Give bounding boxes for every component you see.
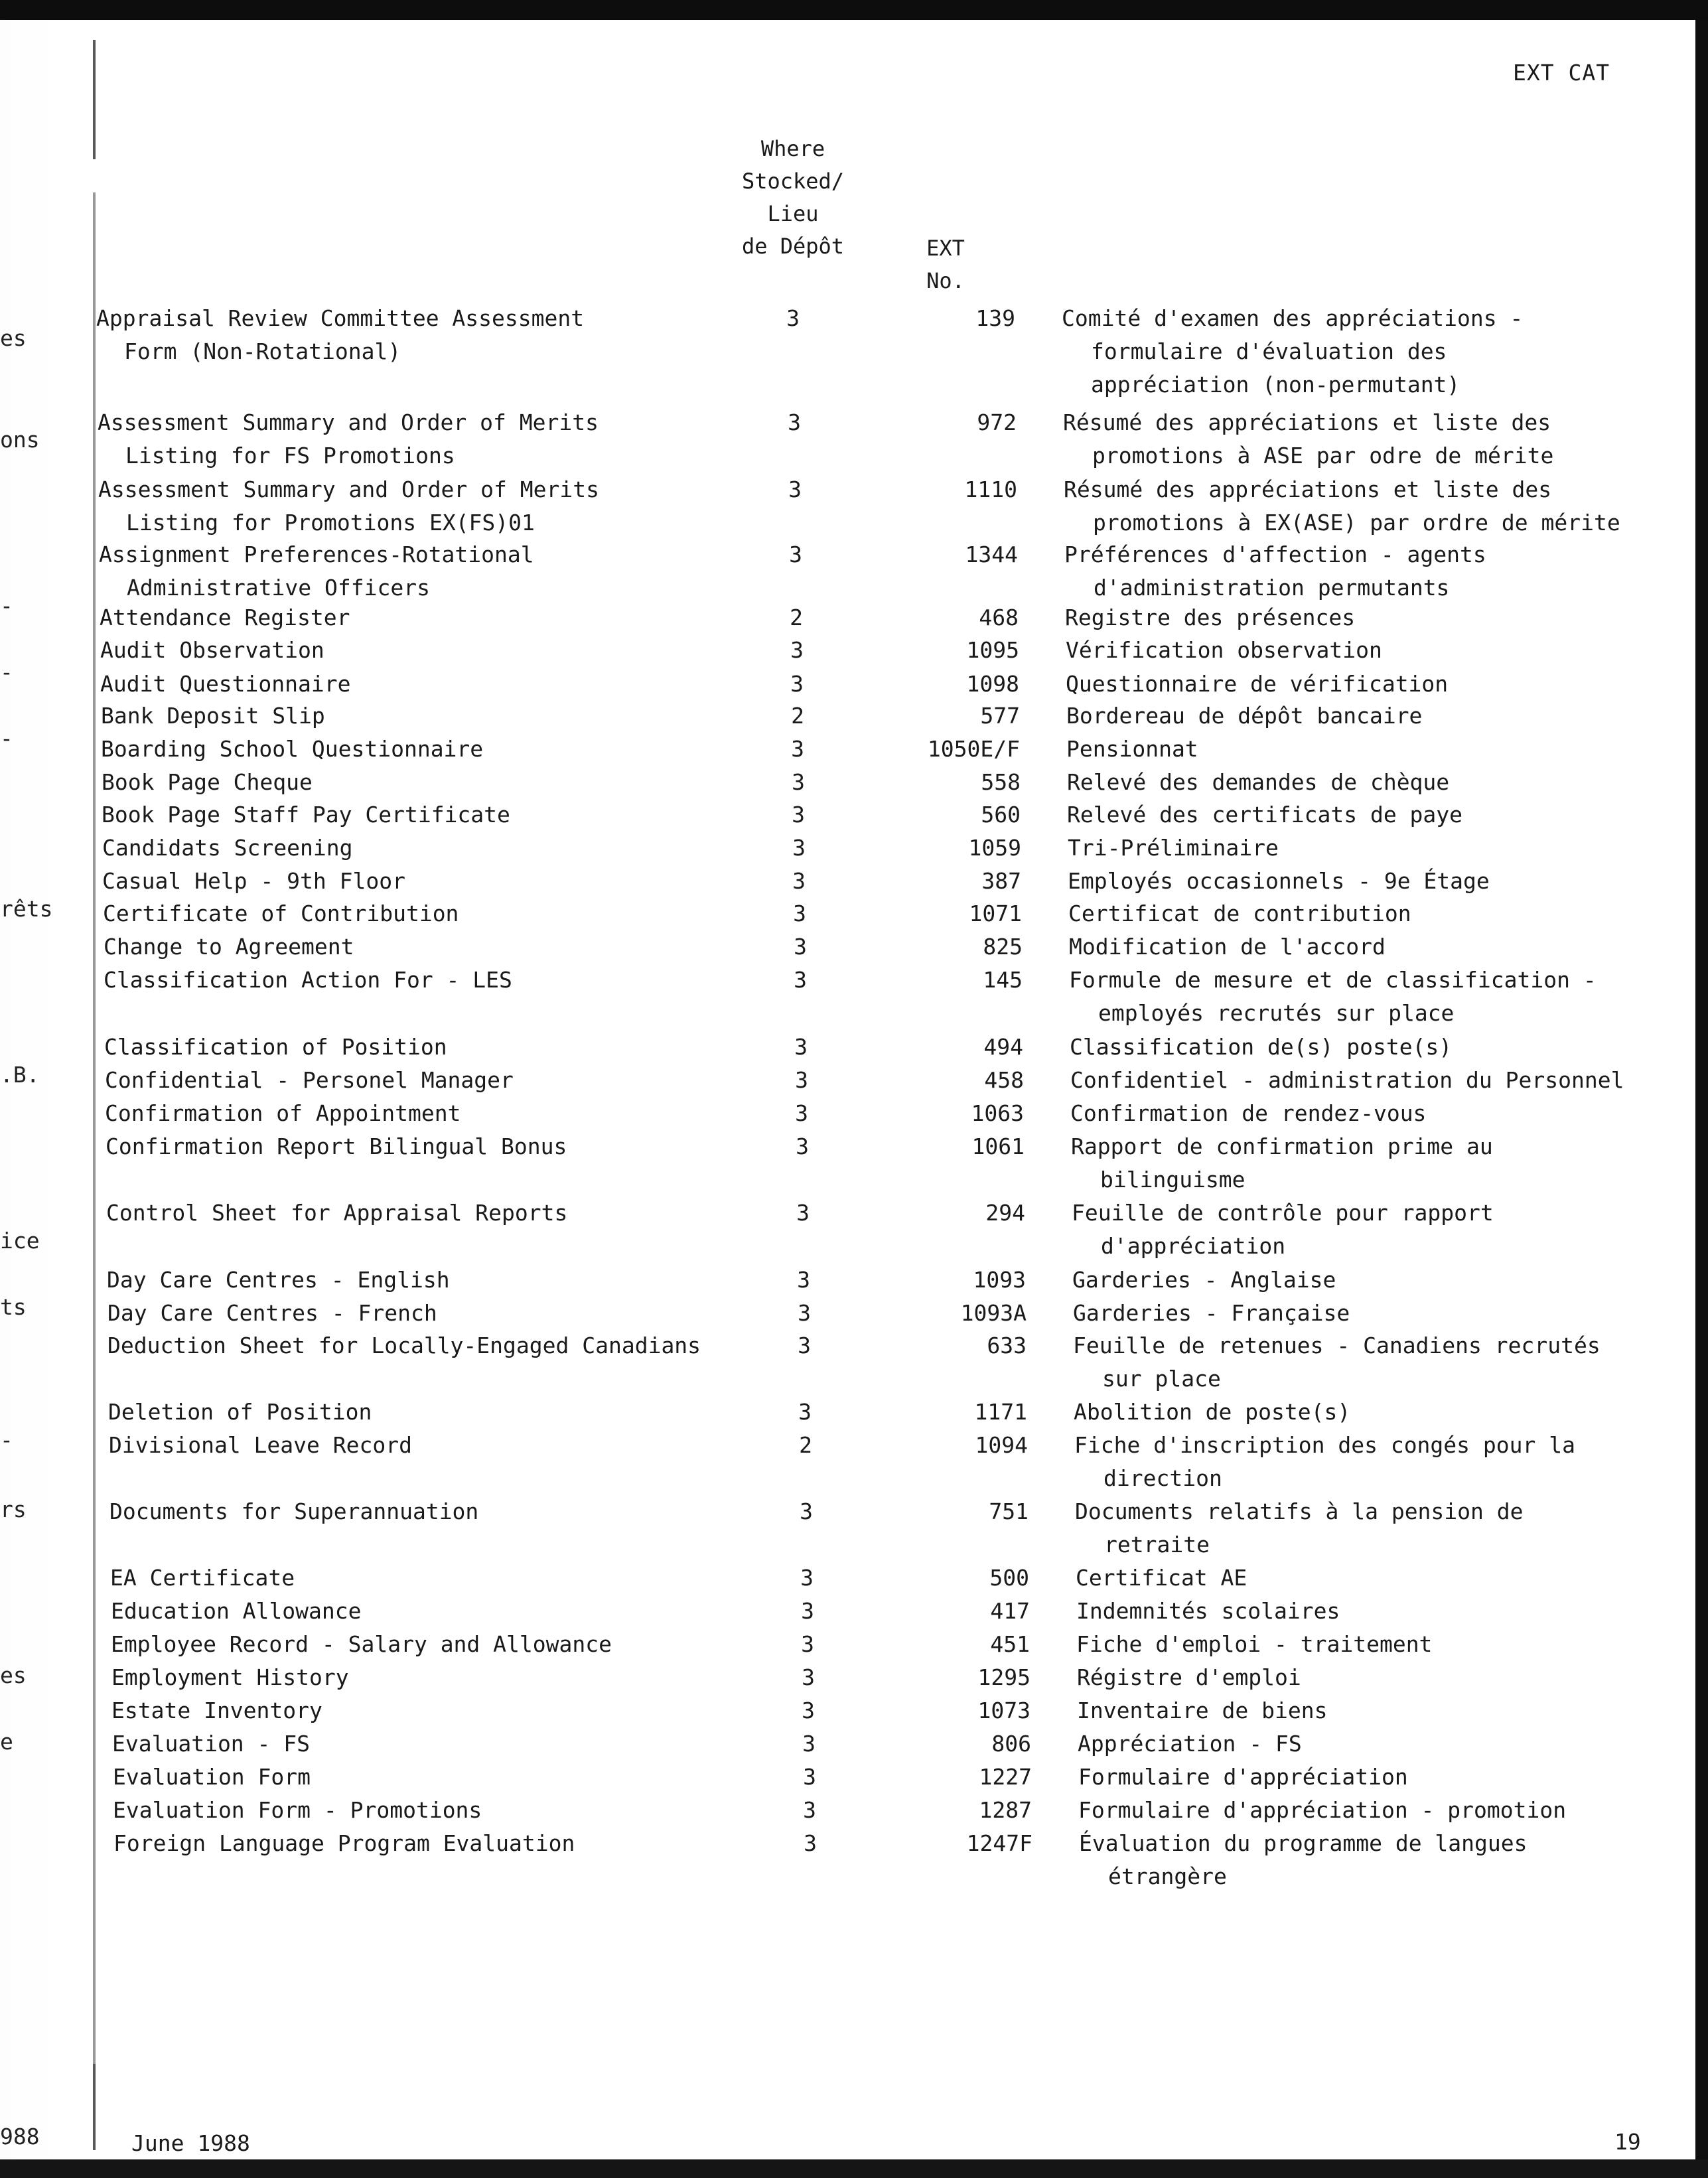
form-name-french: Appréciation - FS — [1078, 1731, 1302, 1757]
form-name-english: EA Certificate — [110, 1565, 295, 1591]
ext-number: 1247F — [966, 1830, 1032, 1856]
ext-number: 751 — [989, 1498, 1029, 1524]
form-name-french: promotions à EX(ASE) par ordre de mérite — [1093, 510, 1620, 536]
margin-fragment: rs — [0, 1496, 27, 1522]
form-name-english: Assessment Summary and Order of Merits — [98, 476, 599, 502]
where-stocked-value: 3 — [790, 637, 804, 663]
form-name-english: Form (Non-Rotational) — [124, 338, 401, 364]
header-line: Stocked/ — [741, 169, 845, 194]
form-name-french: Formulaire d'appréciation - promotion — [1078, 1797, 1567, 1823]
form-name-english: Book Page Cheque — [102, 769, 313, 795]
form-name-english: Documents for Superannuation — [109, 1498, 479, 1524]
form-name-french: Certificat de contribution — [1068, 901, 1411, 926]
ext-number: 577 — [980, 703, 1020, 729]
form-name-english: Day Care Centres - English — [107, 1267, 450, 1293]
form-name-french: Formule de mesure et de classification - — [1069, 967, 1597, 993]
where-stocked-value: 3 — [798, 1399, 812, 1425]
form-name-english: Divisional Leave Record — [109, 1432, 412, 1458]
form-name-french: Feuille de retenues - Canadiens recrutés — [1073, 1333, 1601, 1358]
form-name-french: Relevé des demandes de chèque — [1067, 769, 1450, 795]
form-name-english: Audit Questionnaire — [100, 671, 351, 697]
page-number: 19 — [1614, 2129, 1641, 2155]
margin-fragment: - — [0, 593, 13, 618]
margin-fragment: ice — [0, 1228, 40, 1254]
footer-date: June 1988 — [131, 2130, 250, 2156]
where-stocked-value: 3 — [800, 1498, 813, 1524]
where-stocked-value: 3 — [794, 1034, 808, 1060]
ext-number: 451 — [990, 1631, 1030, 1657]
form-name-french: Employés occasionnels - 9e Étage — [1068, 868, 1490, 894]
margin-fragment: - — [0, 725, 13, 751]
margin-fragment: - — [0, 659, 13, 685]
form-name-english: Assessment Summary and Order of Merits — [98, 409, 599, 435]
ext-number: 1098 — [966, 671, 1019, 697]
where-stocked-value: 3 — [795, 1100, 808, 1126]
where-stocked-value: 3 — [801, 1598, 814, 1624]
ext-number: 825 — [983, 934, 1023, 960]
form-name-french: d'appréciation — [1101, 1233, 1286, 1259]
margin-fragment: - — [0, 1427, 13, 1453]
ext-number: 1287 — [979, 1797, 1032, 1823]
where-stocked-value: 3 — [794, 967, 807, 993]
form-name-french: Formulaire d'appréciation — [1078, 1764, 1408, 1790]
form-name-english: Confidential - Personel Manager — [105, 1067, 514, 1093]
form-name-english: Administrative Officers — [127, 575, 430, 601]
margin-fragment: .B. — [0, 1062, 40, 1088]
form-name-english: Evaluation Form — [113, 1764, 311, 1790]
ext-number: 1344 — [965, 542, 1018, 567]
form-name-french: Régistre d'emploi — [1077, 1664, 1301, 1690]
form-name-french: Bordereau de dépôt bancaire — [1066, 703, 1423, 729]
where-stocked-value: 3 — [794, 934, 807, 960]
ext-number: 1073 — [977, 1698, 1031, 1723]
form-name-french: Résumé des appréciations et liste des — [1064, 476, 1552, 502]
where-stocked-value: 3 — [803, 1764, 816, 1790]
page-code: EXT CAT — [1513, 60, 1610, 86]
ext-number: 1295 — [977, 1664, 1031, 1690]
form-name-english: Confirmation of Appointment — [105, 1100, 461, 1126]
where-stocked-value: 3 — [802, 1731, 816, 1757]
ext-number: 387 — [981, 868, 1021, 894]
form-name-french: Confidentiel - administration du Personnel — [1070, 1067, 1624, 1093]
where-stocked-value: 3 — [792, 868, 806, 894]
margin-fragment: ts — [0, 1294, 27, 1320]
form-name-english: Bank Deposit Slip — [101, 703, 325, 729]
header-line: Where — [760, 136, 825, 161]
form-name-english: Appraisal Review Committee Assessment — [96, 305, 585, 331]
form-name-french: Rapport de confirmation prime au — [1071, 1133, 1493, 1159]
form-name-french: Tri-Préliminaire — [1068, 835, 1279, 861]
form-name-french: d'administration permutants — [1094, 575, 1450, 601]
form-name-english: Confirmation Report Bilingual Bonus — [106, 1133, 567, 1159]
form-name-french: Résumé des appréciations et liste des — [1063, 409, 1551, 435]
where-stocked-value: 3 — [804, 1830, 817, 1856]
form-name-french: retraite — [1104, 1532, 1210, 1558]
ext-number: 139 — [975, 305, 1015, 331]
form-name-french: Indemnités scolaires — [1076, 1598, 1340, 1624]
form-name-english: Estate Inventory — [111, 1698, 322, 1723]
ext-number: 558 — [981, 769, 1021, 795]
ext-number: 560 — [981, 802, 1021, 828]
where-stocked-value: 3 — [800, 1565, 814, 1591]
form-name-english: Employee Record - Salary and Allowance — [111, 1631, 612, 1657]
where-stocked-value: 2 — [790, 605, 803, 630]
form-name-english: Attendance Register — [100, 605, 350, 630]
ext-number: 1094 — [975, 1432, 1028, 1458]
header-ext-no: EXT No. — [926, 236, 965, 293]
ext-number: 1071 — [969, 901, 1022, 926]
margin-fragment: es — [0, 1662, 27, 1688]
form-name-french: Documents relatifs à la pension de — [1075, 1498, 1524, 1524]
form-name-french: Garderies - Anglaise — [1072, 1267, 1336, 1293]
form-name-english: Foreign Language Program Evaluation — [113, 1830, 575, 1856]
ext-number: 1093A — [960, 1300, 1027, 1326]
form-name-english: Classification Action For - LES — [104, 967, 512, 993]
form-name-english: Book Page Staff Pay Certificate — [102, 802, 510, 828]
where-stocked-value: 3 — [790, 671, 804, 697]
ext-number: 1171 — [974, 1399, 1027, 1425]
where-stocked-value: 3 — [803, 1797, 816, 1823]
form-name-french: Fiche d'emploi - traitement — [1076, 1631, 1433, 1657]
ext-number: 1059 — [968, 835, 1021, 861]
where-stocked-value: 3 — [797, 1267, 810, 1293]
form-name-english: Employment History — [111, 1664, 349, 1690]
where-stocked-value: 3 — [792, 835, 806, 861]
form-name-english: Education Allowance — [111, 1598, 362, 1624]
form-name-english: Listing for Promotions EX(FS)01 — [126, 510, 535, 536]
ext-number: 1095 — [966, 637, 1019, 663]
form-name-english: Deletion of Position — [108, 1399, 372, 1425]
form-name-french: employés recrutés sur place — [1098, 1000, 1455, 1026]
form-name-french: Fiche d'inscription des congés pour la — [1074, 1432, 1575, 1458]
where-stocked-value: 3 — [802, 1664, 815, 1690]
form-name-english: Evaluation - FS — [112, 1731, 311, 1757]
form-name-english: Listing for FS Promotions — [125, 443, 455, 469]
form-name-french: Évaluation du programme de langues — [1079, 1830, 1528, 1856]
ext-number: 972 — [977, 409, 1017, 435]
ext-number: 1110 — [964, 476, 1017, 502]
margin-fragment: ons — [0, 427, 40, 453]
where-stocked-value: 3 — [795, 1067, 808, 1093]
form-name-french: Pensionnat — [1066, 736, 1198, 762]
form-name-french: Certificat AE — [1076, 1565, 1247, 1591]
form-name-english: Candidats Screening — [102, 835, 353, 861]
ext-number: 806 — [991, 1731, 1031, 1757]
where-stocked-value: 3 — [801, 1631, 814, 1657]
where-stocked-value: 3 — [791, 736, 804, 762]
ext-number: 417 — [990, 1598, 1030, 1624]
form-name-french: Classification de(s) poste(s) — [1070, 1034, 1453, 1060]
form-name-french: Relevé des certificats de paye — [1067, 802, 1463, 828]
ext-number: 1061 — [971, 1133, 1025, 1159]
form-name-english: Control Sheet for Appraisal Reports — [106, 1200, 568, 1226]
form-name-french: promotions à ASE par odre de mérite — [1092, 443, 1554, 469]
form-name-english: Deduction Sheet for Locally-Engaged Canadians — [107, 1333, 701, 1358]
ext-number: 458 — [984, 1067, 1024, 1093]
form-name-english: Classification of Position — [104, 1034, 447, 1060]
form-name-french: appréciation (non-permutant) — [1091, 372, 1460, 398]
form-name-french: Préférences d'affection - agents — [1064, 542, 1486, 567]
ext-number: 294 — [985, 1200, 1025, 1226]
form-name-french: Inventaire de biens — [1077, 1698, 1328, 1723]
form-name-english: Boarding School Questionnaire — [101, 736, 484, 762]
form-name-french: direction — [1103, 1465, 1222, 1491]
where-stocked-value: 3 — [788, 409, 801, 435]
ext-number: 500 — [989, 1565, 1029, 1591]
form-name-french: étrangère — [1108, 1863, 1227, 1889]
ext-number: 1063 — [971, 1100, 1024, 1126]
form-name-french: Comité d'examen des appréciations - — [1062, 305, 1524, 331]
form-name-french: Vérification observation — [1066, 637, 1382, 663]
where-stocked-value: 3 — [786, 305, 800, 331]
form-name-english: Certificate of Contribution — [103, 901, 459, 926]
where-stocked-value: 2 — [791, 703, 804, 729]
ext-number: 1093 — [973, 1267, 1026, 1293]
margin-fragment: 988 — [0, 2124, 40, 2149]
form-name-french: Registre des présences — [1065, 605, 1356, 630]
form-name-english: Change to Agreement — [104, 934, 354, 960]
where-stocked-value: 3 — [796, 1200, 810, 1226]
ext-number: 468 — [979, 605, 1019, 630]
ext-number: 633 — [987, 1333, 1027, 1358]
where-stocked-value: 2 — [799, 1432, 812, 1458]
where-stocked-value: 3 — [788, 476, 802, 502]
form-name-french: Modification de l'accord — [1069, 934, 1386, 960]
form-name-english: Assignment Preferences-Rotational — [99, 542, 534, 567]
ext-number: 1050E/F — [927, 736, 1020, 762]
ext-number: 1227 — [979, 1764, 1032, 1790]
form-name-french: formulaire d'évaluation des — [1091, 338, 1447, 364]
form-name-english: Audit Observation — [100, 637, 324, 663]
ext-number: 145 — [983, 967, 1023, 993]
where-stocked-value: 3 — [789, 542, 802, 567]
where-stocked-value: 3 — [792, 769, 805, 795]
where-stocked-value: 3 — [802, 1698, 815, 1723]
form-name-french: bilinguisme — [1100, 1167, 1245, 1193]
margin-fragment: rêts — [0, 896, 53, 922]
form-name-french: sur place — [1102, 1366, 1221, 1392]
form-name-french: Questionnaire de vérification — [1066, 671, 1449, 697]
where-stocked-value: 3 — [798, 1333, 811, 1358]
form-name-french: Feuille de contrôle pour rapport — [1072, 1200, 1494, 1226]
form-name-french: Confirmation de rendez-vous — [1070, 1100, 1427, 1126]
form-name-english: Day Care Centres - French — [107, 1300, 437, 1326]
form-name-french: Garderies - Française — [1073, 1300, 1350, 1326]
where-stocked-value: 3 — [796, 1133, 809, 1159]
ext-number: 494 — [983, 1034, 1023, 1060]
where-stocked-value: 3 — [793, 901, 806, 926]
form-name-english: Casual Help - 9th Floor — [102, 868, 405, 894]
margin-fragment: es — [0, 325, 27, 351]
header-line: Lieu — [767, 201, 819, 226]
margin-fragment: e — [0, 1729, 13, 1755]
where-stocked-value: 3 — [792, 802, 805, 828]
form-name-english: Evaluation Form - Promotions — [113, 1797, 482, 1823]
form-name-french: Abolition de poste(s) — [1074, 1399, 1351, 1425]
header-line: de Dépôt — [741, 234, 845, 259]
where-stocked-value: 3 — [798, 1300, 811, 1326]
